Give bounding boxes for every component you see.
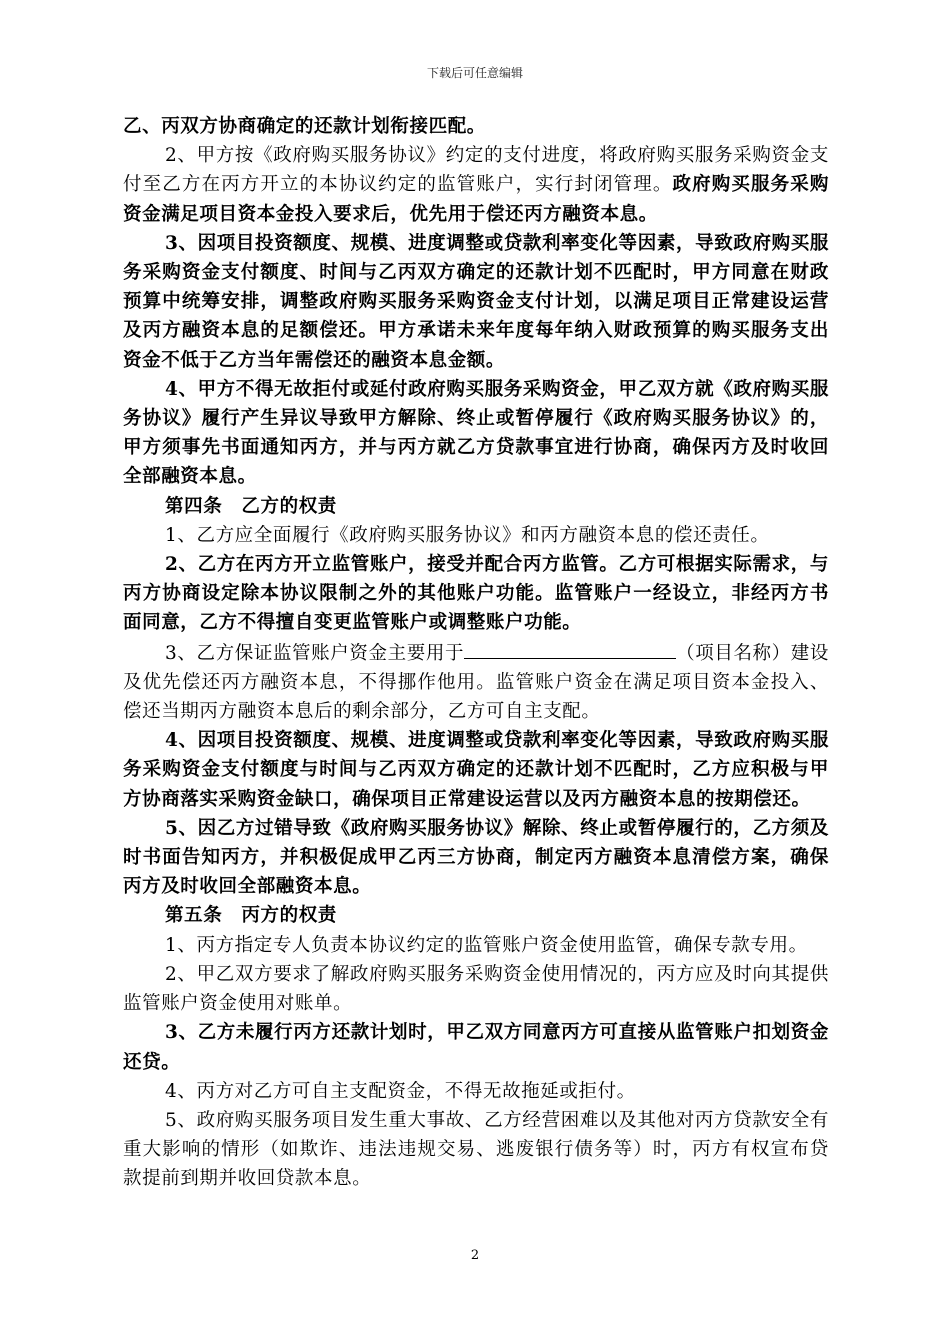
paragraph: 2、乙方在丙方开立监管账户，接受并配合丙方监管。乙方可根据实际需求，与丙方协商设定除本协议限制之外的其他账户功能。监管账户一经设立，非经丙方书面同意，乙方不得擅自变更监管账户或调整账户功能。 — [123, 554, 829, 634]
paragraph-text: 3、乙方保证监管账户资金主要用于 — [165, 642, 465, 664]
paragraph-text: 2、甲方按《政府购买服务协议》约定的支付进度，将政府购买服务采购资金支付至乙方在丙方开立的本协议约定的监管账户，实行封闭管理。 — [123, 145, 829, 196]
document-body — [123, 112, 829, 1194]
paragraph: 5、因乙方过错导致《政府购买服务协议》解除、终止或暂停履行的，乙方须及时书面告知丙方，并积极促成甲乙丙三方协商，制定丙方融资本息清偿方案，确保丙方及时收回全部融资本息。 — [123, 817, 829, 898]
paragraph: 4、丙方对乙方可自主支配资金，不得无故拖延或拒付。 — [165, 1080, 636, 1102]
paragraph — [123, 229, 829, 375]
paragraph-text: （项目名称）建设及优先偿还丙方融资本息，不得挪作他用。监管账户资金在满足项目资本金投入、偿还当期丙方融资本息后的剩余部分，乙方可自主支配。 — [123, 642, 829, 723]
paragraph: 1、乙方应全面履行《政府购买服务协议》和丙方融资本息的偿还责任。 — [165, 524, 770, 546]
paragraph: 2、甲乙双方要求了解政府购买服务采购资金使用情况的，丙方应及时向其提供监管账户资金使用对账单。 — [123, 963, 829, 1015]
paragraph-bold-text: 3、因项目投资额度、规模、进度调整或贷款利率变化等因素，导致政府购买服务采购资金支付额度、时间与乙丙双方确定的还款计划不匹配时，甲方同意在财政预算中统筹安排，调整政府购买服务采购资金支付计划，以满足项目正常建设运营及丙方融资本息的足额偿还。 — [123, 232, 829, 342]
page-number: 2 — [470, 1248, 480, 1263]
paragraph-bold-text: 政府购买服务采购资金满足项目资本金投入要求后，优先用于偿还丙方融资本息。 — [123, 174, 829, 225]
project-name-blank — [464, 638, 676, 659]
paragraph-bold-text: 甲方承诺未来年度每年纳入财政预算的购买服务支出资金不低于乙方当年需偿还的融资本息金额。 — [123, 320, 829, 371]
paragraph: 1、丙方指定专人负责本协议约定的监管账户资金使用监管，确保专款专用。 — [165, 934, 808, 956]
paragraph: 4、甲方不得无故拒付或延付政府购买服务采购资金，甲乙双方就《政府购买服务协议》履行产生异议导致甲方解除、终止或暂停履行《政府购买服务协议》的，甲方须事先书面通知丙方，并与丙方就乙方贷款事宜进行协商，确保丙方及时收回全部融资本息。 — [123, 378, 829, 488]
paragraph: 3、乙方未履行丙方还款计划时，甲乙双方同意丙方可直接从监管账户扣划资金还贷。 — [123, 1022, 829, 1073]
article-heading: 第四条 乙方的权责 — [165, 495, 337, 517]
paragraph — [123, 141, 829, 229]
paragraph: 乙、丙双方协商确定的还款计划衔接匹配。 — [123, 116, 486, 137]
paragraph — [123, 638, 829, 727]
paragraph: 4、因项目投资额度、规模、进度调整或贷款利率变化等因素，导致政府购买服务采购资金支付额度与时间与乙丙双方确定的还款计划不匹配时，乙方应积极与甲方协商落实采购资金缺口，确保项目正常建设运营以及丙方融资本息的按期偿还。 — [123, 730, 829, 810]
page-header: 下载后可任意编辑 — [426, 66, 523, 80]
paragraph: 5、政府购买服务项目发生重大事故、乙方经营困难以及其他对丙方贷款安全有重大影响的情形（如欺诈、违法违规交易、逃废银行债务等）时，丙方有权宣布贷款提前到期并收回贷款本息。 — [123, 1109, 829, 1190]
article-heading: 第五条 丙方的权责 — [165, 905, 337, 927]
